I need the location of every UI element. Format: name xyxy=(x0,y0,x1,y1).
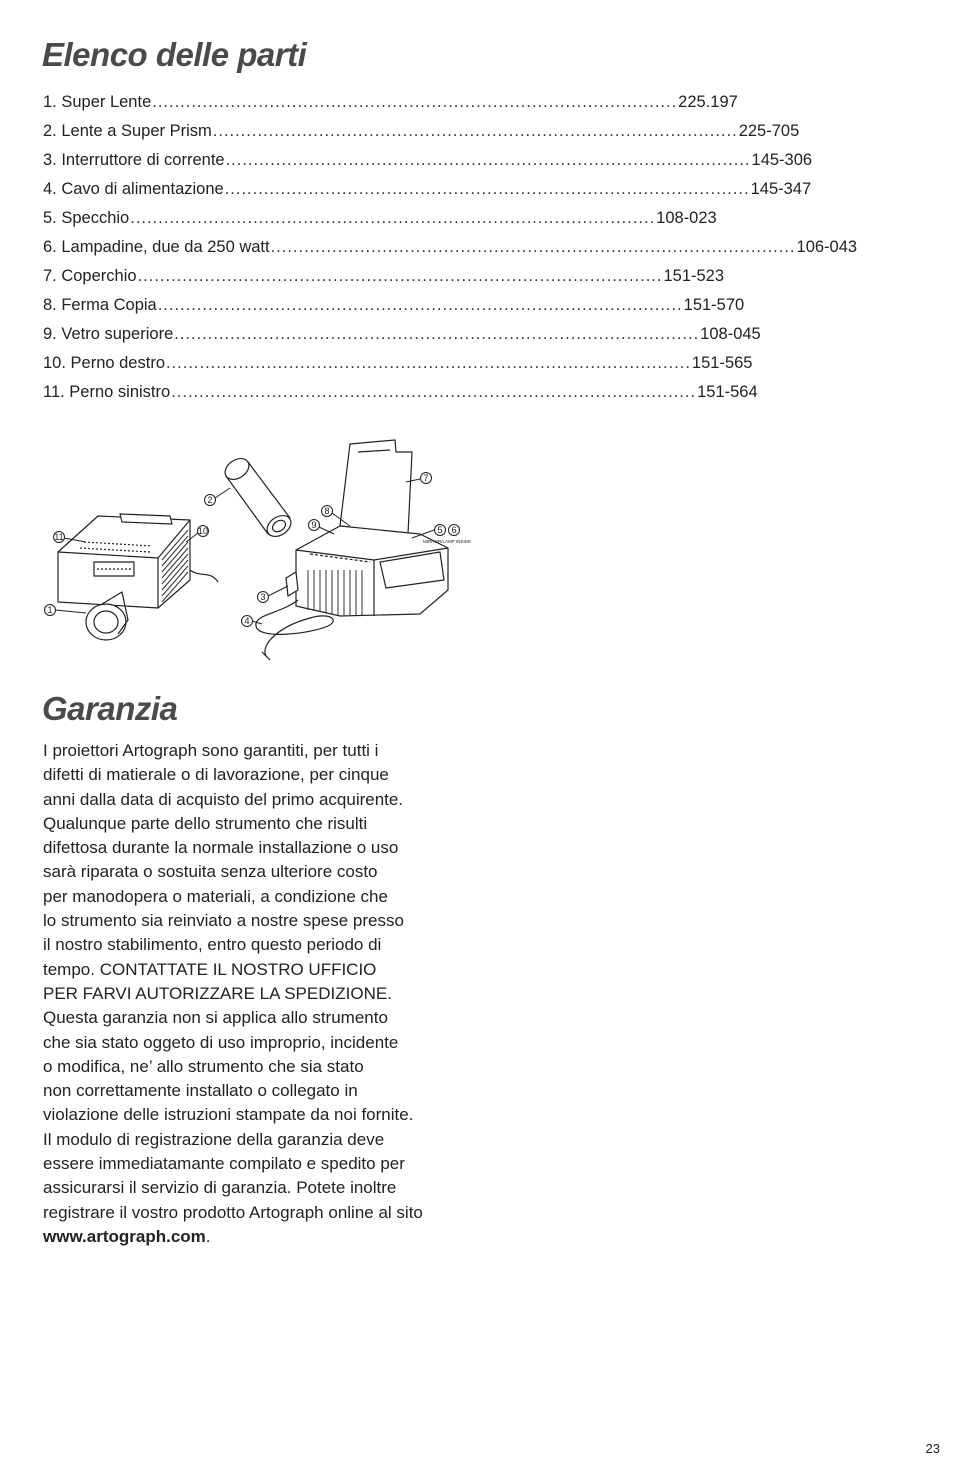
part-row xyxy=(43,233,858,262)
part-row xyxy=(43,349,753,378)
projector-front-view-drawing xyxy=(256,440,448,660)
warranty-title: Garanzia xyxy=(42,690,178,727)
warranty-line: il nostro stabilimento, entro questo periodo di xyxy=(43,935,382,955)
warranty-line: assicurarsi il servizio di garanzia. Potete inoltre xyxy=(43,1178,397,1198)
warranty-line: lo strumento sia reinviato a nostre spese presso xyxy=(43,911,404,931)
part-name: 1. Super Lente xyxy=(43,93,152,111)
warranty-line: sarà riparata o sostuita senza ulteriore costo xyxy=(43,862,378,882)
callout-6 xyxy=(449,525,460,536)
warranty-line: Questa garanzia non si applica allo strumento xyxy=(43,1008,388,1028)
part-name: 5. Specchio xyxy=(43,209,130,227)
parts-list-title: Elenco delle parti xyxy=(42,36,307,73)
callout-7 xyxy=(421,473,432,484)
leader-dots: .............................................................................................. xyxy=(224,180,750,198)
callout-9-label: 9 xyxy=(311,520,317,530)
part-row xyxy=(43,175,812,204)
callout-4 xyxy=(242,616,253,627)
warranty-line: essere immediatamante compilato e spedito per xyxy=(43,1154,405,1174)
website-suffix: . xyxy=(205,1226,211,1246)
warranty-line: violazione delle istruzioni stampate da noi fornite. xyxy=(43,1105,414,1125)
part-row xyxy=(43,320,761,349)
callout-10-label: 10 xyxy=(197,526,209,536)
warranty-last-line xyxy=(43,1225,473,1249)
warranty-line: PER FARVI AUTORIZZARE LA SPEDIZIONE. xyxy=(43,983,392,1003)
callout-2-label: 2 xyxy=(207,495,213,505)
part-code: 151-565 xyxy=(691,354,753,372)
part-code: 151-523 xyxy=(663,267,725,285)
part-row xyxy=(43,88,738,117)
callout-6-label: 6 xyxy=(451,525,457,535)
warranty-line: difetti di matierale o di lavorazione, per cinque xyxy=(43,765,389,785)
part-code: 151-570 xyxy=(683,296,745,314)
callout-2 xyxy=(205,495,216,506)
super-prism-lens-drawing xyxy=(221,454,295,540)
page-number: 23 xyxy=(925,1441,940,1456)
callout-3 xyxy=(258,592,269,603)
part-name: 10. Perno destro xyxy=(43,354,165,372)
part-code: 108-045 xyxy=(700,325,761,343)
projector-parts-illustration xyxy=(40,430,470,670)
part-code: 225-705 xyxy=(738,122,800,140)
part-name: 11. Perno sinistro xyxy=(43,383,171,401)
part-row xyxy=(43,291,745,320)
callout-8-label: 8 xyxy=(324,506,330,516)
warranty-line: non correttamente installato o collegato in xyxy=(43,1081,358,1101)
part-code: 225.197 xyxy=(678,93,738,111)
warranty-line: Qualunque parte dello strumento che risulti xyxy=(43,813,368,833)
part-code: 145-306 xyxy=(751,151,813,169)
callout-11 xyxy=(54,532,65,543)
leader-dots: .............................................................................................. xyxy=(174,325,700,343)
warranty-line: difettosa durante la normale installazione o uso xyxy=(43,838,399,858)
part-code: 106-043 xyxy=(796,238,858,256)
callout-9 xyxy=(309,520,320,531)
callout-5-label: 5 xyxy=(437,525,443,535)
part-row xyxy=(43,204,717,233)
part-name: 4. Cavo di alimentazione xyxy=(43,180,224,198)
callout-10 xyxy=(198,526,209,537)
warranty-line: I proiettori Artograph sono garantiti, per tutti i xyxy=(43,741,379,760)
callout-1-label: 1 xyxy=(47,605,53,615)
leader-dots: .............................................................................................. xyxy=(171,383,697,401)
callout-5 xyxy=(435,525,446,536)
warranty-paragraph xyxy=(43,739,473,1249)
leader-dots: .............................................................................................. xyxy=(270,238,796,256)
part-name: 7. Coperchio xyxy=(43,267,137,285)
warranty-line: che sia stato oggeto di uso improprio, incidente xyxy=(43,1032,399,1052)
callout-8 xyxy=(322,506,333,517)
part-row xyxy=(43,117,800,146)
warranty-line: per manodopera o materiali, a condizione che xyxy=(43,886,388,906)
mirror-lamp-label: MIRROR/LAMP INSIDE xyxy=(423,539,471,544)
warranty-line: tempo. CONTATTATE IL NOSTRO UFFICIO xyxy=(43,959,377,979)
warranty-line: Il modulo di registrazione della garanzia deve xyxy=(43,1129,385,1149)
part-code: 151-564 xyxy=(697,383,758,401)
part-code: 108-023 xyxy=(656,209,717,227)
leader-dots: .............................................................................................. xyxy=(130,209,656,227)
website-link[interactable]: www.artograph.com xyxy=(43,1226,206,1246)
callout-7-label: 7 xyxy=(423,473,429,483)
part-row xyxy=(43,378,758,407)
callout-1 xyxy=(45,605,56,616)
callout-11-label: 11 xyxy=(54,532,64,542)
part-name: 2. Lente a Super Prism xyxy=(43,122,212,140)
part-name: 9. Vetro superiore xyxy=(43,325,174,343)
leader-dots: .............................................................................................. xyxy=(137,267,663,285)
callout-3-label: 3 xyxy=(260,592,266,602)
leader-dots: .............................................................................................. xyxy=(225,151,751,169)
leader-dots: .............................................................................................. xyxy=(152,93,678,111)
projector-rear-view-drawing xyxy=(58,514,218,640)
part-name: 6. Lampadine, due da 250 watt xyxy=(43,238,270,256)
leader-dots: .............................................................................................. xyxy=(212,122,738,140)
warranty-line: anni dalla data di acquisto del primo acquirente. xyxy=(43,789,404,809)
warranty-line: registrare il vostro prodotto Artograph online al sito xyxy=(43,1202,423,1222)
leader-dots: .............................................................................................. xyxy=(166,354,691,372)
part-code: 145-347 xyxy=(750,180,812,198)
part-name: 3. Interruttore di corrente xyxy=(43,151,225,169)
part-row xyxy=(43,146,813,175)
part-name: 8. Ferma Copia xyxy=(43,296,157,314)
part-row xyxy=(43,262,725,291)
leader-dots: .............................................................................................. xyxy=(157,296,683,314)
parts-list xyxy=(43,88,858,407)
callout-4-label: 4 xyxy=(244,616,250,626)
warranty-line: o modifica, ne’ allo strumento che sia stato xyxy=(43,1056,364,1076)
